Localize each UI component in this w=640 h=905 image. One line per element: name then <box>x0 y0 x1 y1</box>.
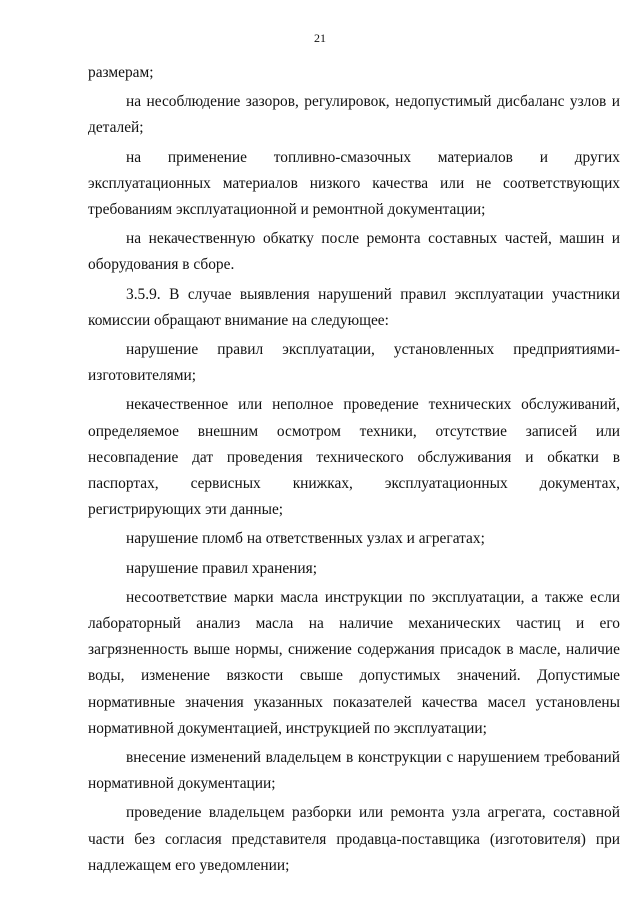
document-body <box>88 60 620 879</box>
page-number: 21 <box>314 31 326 45</box>
paragraph-oil: несоответствие марки масла инструкции по эксплуатации, а также если лабораторный анализ масла на наличие механических частиц и его загрязненность выше нормы, снижение содержания присадок в масле, наличие воды, изменение вязкости свыше допустимых значений. Допустимые нормативные значения указанных показателей качества масел установлены нормативной документацией, инструкцией по эксплуатации; <box>88 588 620 737</box>
paragraph-section-3-5-9: 3.5.9. В случае выявления нарушений правил эксплуатации участники комиссии обращают внимание на следующее: <box>88 285 620 329</box>
paragraph-continuation: размерам; <box>88 64 154 81</box>
paragraph-clearances: на несоблюдение зазоров, регулировок, недопустимый дисбаланс узлов и деталей; <box>88 93 620 137</box>
paragraph-maintenance: некачественное или неполное проведение технических обслуживаний, определяемое внешним осмотром техники, отсутствие записей или несовпадение дат проведения технического обслуживания и обкатки в паспортах, сервисных книжках, эксплуатационных документах, регистрирующих эти данные; <box>88 396 620 519</box>
paragraph-run-in: на некачественную обкатку после ремонта составных частей, машин и оборудования в сборе. <box>88 230 620 274</box>
paragraph-seals: нарушение пломб на ответственных узлах и агрегатах; <box>126 530 485 548</box>
paragraph-operation-rules: нарушение правил эксплуатации, установленных предприятиями-изготовителями; <box>88 341 620 385</box>
paragraph-materials: на применение топливно-смазочных материалов и других эксплуатационных материалов низкого качества или не соответствующих требованиям эксплуатационной и ремонтной документации; <box>88 148 620 219</box>
paragraph-disassembly: проведение владельцем разборки или ремонта узла агрегата, составной части без согласия представителя продавца-поставщика (изготовителя) при надлежащем его уведомлении; <box>88 804 620 874</box>
paragraph-storage: нарушение правил хранения; <box>126 559 317 577</box>
paragraph-design-changes: внесение изменений владельцем в конструкции с нарушением требований нормативной документации; <box>88 749 620 793</box>
